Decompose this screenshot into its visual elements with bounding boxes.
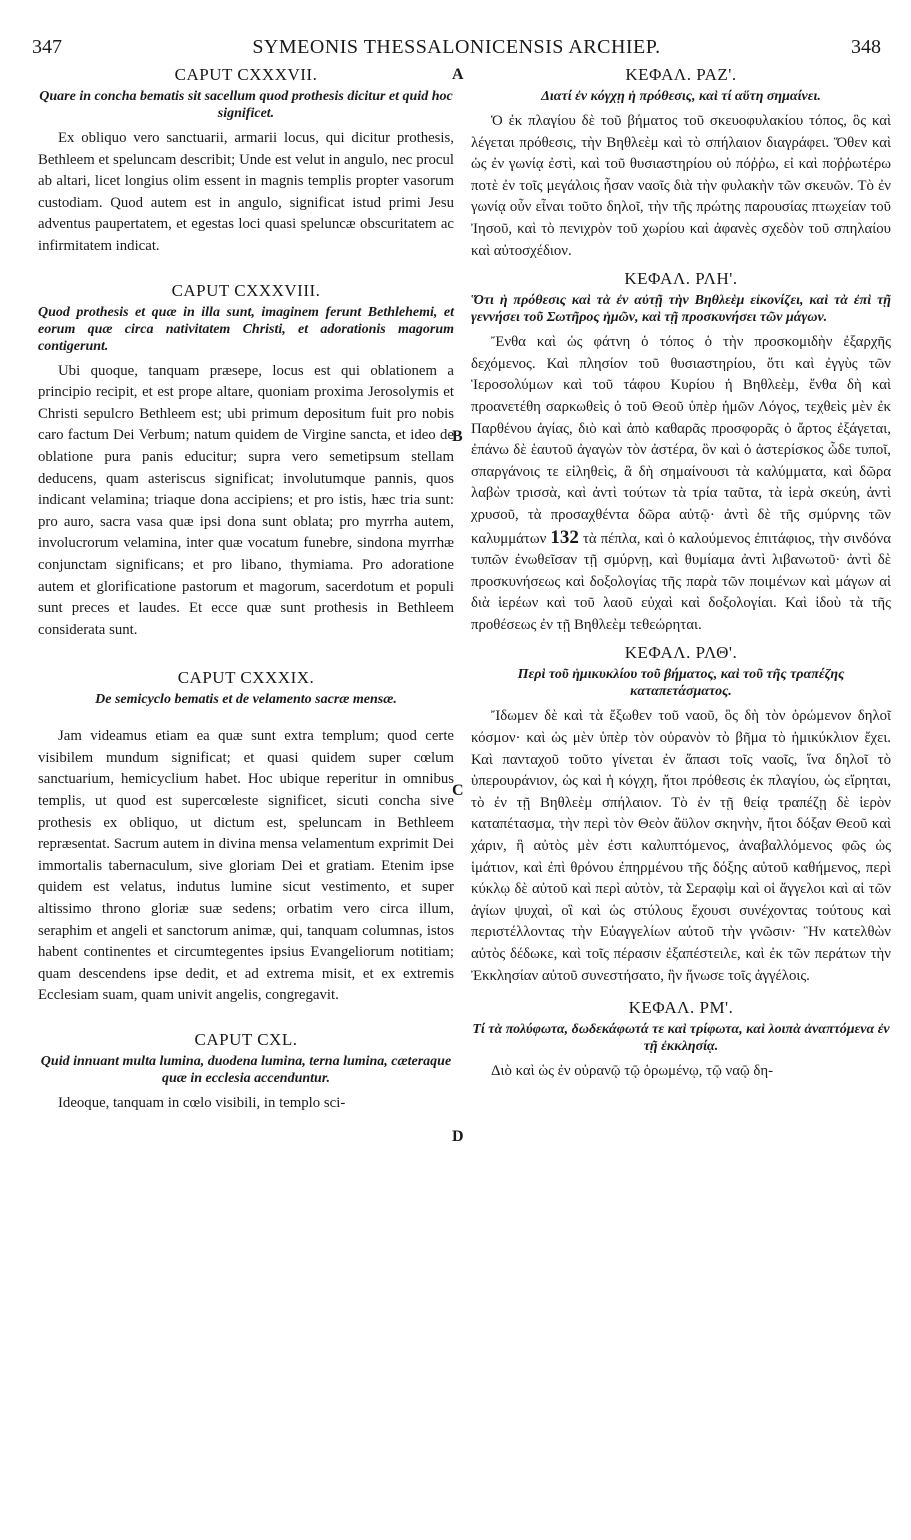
margin-letter-a: A <box>452 66 464 83</box>
caput-heading: ΚΕΦΑΛ. ΡΜ'. <box>628 998 734 1018</box>
margin-letter-c: C <box>452 782 464 799</box>
page-number-right: 348 <box>851 36 881 58</box>
body-paragraph: Jam videamus etiam ea quæ sunt extra templum; quod certe visibilem mundum significat; et quasi quidem super cœlum sanctuarium, hemicyclium habet. Hoc ubique reperitur in omnibus templis, ut quod est supercœleste significet, sicuti concha sive prothesis ex obliquo, ut dictum est, speluncam in Bethleem repræsentat. Sacrum autem in divina mensa velamentum exprimit Dei immortalis tabernaculum, sive gloriam Dei et gratiam. Etenim ipse quidem est velatus, indutus lumine sicut vestimento, et super altissimo throno gloriæ suæ sedens; orbatim vero circa illum, seraphim et angeli et sanctorum animæ, qui, tanquam columnas, istos habent continentes et circumtegentes ipsius Evangeliorum notitiam; quam descendens ipse dedit, et ad extrema misit, et ex extremis Ecclesiam suam, quam univit angelis, congregavit. <box>38 728 454 1004</box>
page-header <box>32 36 881 66</box>
margin-letter-d: D <box>452 1128 464 1145</box>
body-paragraph: Ἴδωμεν δὲ καὶ τὰ ἔξωθεν τοῦ ναοῦ, ὃς δὴ τὸν ὁρώμενον δηλοῖ κόσμον· καὶ ὡς μὲν ὑπὲρ τὸν οὐρανὸν τὸ βῆμα τὸ ἡμικύκλιον ἔχει. Καὶ πανταχοῦ τοῦτο γίνεται ἐν ἅπασι τοῖς ναοῖς, ἵνα δηλοῖ τὸ ὑπερουράνιον, ὡς καὶ ἡ κόγχη, ἤτοι πρόθεσις ἐκ πλαγίου, ὡς εἴρηται, τὸ ἐν τῇ Βηθλεὲμ σπήλαιον. Τὸ ἐν τῇ θείᾳ τραπέζῃ δὲ ἱερὸν καταπέτασμα, τὴν περὶ τὸν Θεὸν ἄϋλον σκηνὴν, ἤτοι δόξαν Θεοῦ καὶ χάριν, ἣ αὐτὸς μὲν ἐστι καλυπτόμενος, ἀναβαλλόμενος φῶς ὡς ἱμάτιον, καὶ ἐπὶ θρόνου ἐπηρμένου τῆς δόξης αὐτοῦ καθήμενος, περὶ κύκλῳ δὲ αὐτοῦ καὶ περὶ αὐτὸν, τὰ Σεραφὶμ καὶ οἱ ἄγγελοι καὶ αἱ τῶν ἁγίων ψυχαὶ, οἳ καὶ ὡς στύλους ἔχουσι συνέχοντας τούτους καὶ περιστέλλοντας τὴν Εὐαγγελίων αὐτοῦ τὴν γνῶσιν· Ἣν κατελθὼν αὐτὸς δέδωκε, καὶ τοῖς πέρασιν ἐξαπέστειλε, καὶ ἐκ τῶν περάτων τὴν Ἐκκλησίαν αὐτοῦ συνεστήσατο, ἣν ἥνωσε τοῖς ἀγγέλοις. <box>471 708 891 984</box>
caput-summary: Διατί ἐν κόγχῃ ἡ πρόθεσις, καὶ τί αὕτη σημαίνει. <box>541 89 821 104</box>
column-number: 132 <box>550 526 579 548</box>
running-title: SYMEONIS THESSALONICENSIS ARCHIEP. <box>252 36 661 58</box>
caput-heading: ΚΕΦΑΛ. ΡΛΘ'. <box>624 643 738 663</box>
body-paragraph: Ex obliquo vero sanctuarii, armarii locus, qui dicitur prothesis, Bethleem et speluncam describit; Unde est velut in angulo, nec procul ab altari, licet longius olim essent in magnis templis propter vasorum custodiam. Quod autem est in angulo, significat istud primi Jesu adventus paupertatem, et egestas loci quasi speluncæ obscuritatem ac infirmitatem indicat. <box>38 130 454 254</box>
body-paragraph: Ὁ ἐκ πλαγίου δὲ τοῦ βήματος τοῦ σκευοφυλακίου τόπος, ὃς καὶ λέγεται πρόθεσις, τὴν Βηθλεὲμ καὶ τὸ σπήλαιον διαγράφει. Ὅθεν καὶ ὡς ἐν γωνίᾳ ἐστὶ, καὶ τοῦ θυσιαστηρίου οὐ πόῤῥω, εἰ καὶ ποῤῥωτέρω ποτὲ ἐν τοῖς μεγάλοις ἦσαν ναοῖς διὰ τὴν φυλακὴν τῶν σκευῶν. Τὸ ἐν γωνίᾳ οὖν εἶναι τοῦτο δηλοῖ, τὴν τῆς πρώτης παρουσίας πτωχείαν τοῦ Ἰησοῦ, καὶ τὸ πενιχρὸν τοῦ χωρίου καὶ ἀφανὲς σχεδὸν τοῦ σπηλαίου καὶ αὐτοσχέδιον. <box>471 113 891 259</box>
margin-letter-b: B <box>452 428 463 445</box>
body-text: τὰ πέπλα, καὶ ὁ καλούμενος ἐπιτάφιος, τὴν σινδόνα τυπῶν ἐνωθεῖσαν τῇ σμύρνῃ, καὶ θυμίαμα ἀντὶ λιβανωτοῦ· ἀντὶ δὲ προσκυνήσεως καὶ δοξολογίας τῆς παρὰ τῶν ποιμένων καὶ μάγων αἱ διὰ ἱερέων καὶ τοῦ λαοῦ εὐχαὶ καὶ δοξολογίαι. Καὶ ἰδοὺ τὰ τῆς προθέσεως ἐν τῇ Βηθλεὲμ τεθεώρηται. <box>471 530 891 633</box>
caput-heading: CAPUT CXL. <box>194 1030 298 1049</box>
latin-column <box>38 64 454 1115</box>
caput-summary: Quare in concha bematis sit sacellum quod prothesis dicitur et quid hoc significet. <box>39 89 453 121</box>
body-paragraph <box>471 332 891 636</box>
caput-heading: CAPUT CXXXVIII. <box>171 280 321 300</box>
caput-heading: CAPUT CXXXIX. <box>177 668 315 688</box>
greek-column <box>471 64 891 1083</box>
caput-summary: De semicyclo bematis et de velamento sacræ mensæ. <box>95 692 397 708</box>
caput-summary: Quid innuant multa lumina, duodena lumina, terna lumina, cæteraque quæ in ecclesia accenduntur. <box>40 1054 452 1086</box>
caput-summary: Περὶ τοῦ ἡμικυκλίου τοῦ βήματος, καὶ τοῦ τῆς τραπέζης καταπετάσματος. <box>517 667 845 700</box>
body-text: Ἔνθα καὶ ὡς φάτνη ὁ τόπος ὁ τὴν προσκομιδὴν ἐξαρχῆς δεχόμενος. Καὶ πλησίον τοῦ θυσιαστηρίου, ὅτι καὶ ἐγγὺς τῶν Ἱεροσολύμων καὶ τοῦ τάφου Κυρίου ἡ Βηθλεὲμ, ἔνθα δὴ καὶ προανετέθη σαρκωθεὶς ὁ τοῦ Θεοῦ ὑπὲρ ἡμῶν Λόγος, τεχθεὶς μὲν ἐκ Παρθένου ἁγίας, διὸ καὶ ἀπὸ καθαρᾶς προσφορᾶς ὁ ἄρτος ἐξάγεται, ἐπάνω δὲ ἑαυτοῦ ἀγαγὼν τὸν ἀστέρα, ὃν καὶ ὁ ἀστερίσκος ὧδε τυποῖ, σπαργάνοις τε εἰληθεὶς, ἃ δὴ σημαίνουσι τὰ καλύμματα, καὶ δῶρα λαβὼν τρισσὰ, καὶ ἀντὶ τούτων τὰ τρία ταῦτα, τὰ ἱερὰ σκεύη, ἀντὶ χρυσοῦ, τὰ προσαχθέντα δῶρα αὐτῷ· ἀντὶ δὲ τῆς σμύρνης τῶν καλυμμάτων <box>471 334 891 547</box>
caput-heading: CAPUT CXXXVII. <box>174 65 318 84</box>
body-paragraph: Ubi quoque, tanquam præsepe, locus est qui oblationem a principio recipit, et est prope altare, quoniam proxima Jerosolymis et Christi sepulcro Bethleem est; ubi primum depositum fuit pro nobis caro factum Dei Verbum; natum quidem de Virgine sancta, et ideo de oblatione pura panis educitur; supra vero semetipsum stellam deducens, quam asteriscus significat; involutumque pannis, quos indicant velamina; triaque dona accipiens; et pro istis, hæc tria sunt: pro auro, sacra vasa quæ ipsi dona sunt oblata; pro myrrha autem, involucrorum velamina, inter quæ vocatum funebre, sindona myrrhæ conjunctam significans; et pro libano, thymiama. Pro adoratione autem et glorificatione pastorum et magorum, sacerdotum et populi sunt preces et laudes. Et ecce quæ sunt prothesis in Bethleem considerata sunt. <box>38 362 454 638</box>
caput-heading: ΚΕΦΑΛ. ΡΑΖ'. <box>625 65 737 84</box>
caput-summary: Quod prothesis et quæ in illa sunt, imaginem ferunt Bethlehemi, et eorum quæ circa nativitatem Christi, et adorationis magorum contigerunt. <box>38 304 454 354</box>
caput-heading: ΚΕΦΑΛ. ΡΛΗ'. <box>624 269 738 289</box>
page-number-left: 347 <box>32 36 62 58</box>
caput-summary: Ὅτι ἡ πρόθεσις καὶ τὰ ἐν αὐτῇ τὴν Βηθλεὲμ εἰκονίζει, καὶ τὰ ἐπὶ τῇ γεννήσει τοῦ Σωτῆρος ἡμῶν, καὶ τῇ προσκυνήσει τῶν μάγων. <box>471 293 891 326</box>
caput-summary: Τί τὰ πολύφωτα, δωδεκάφωτά τε καὶ τρίφωτα, καὶ λοιπὰ ἀναπτόμενα ἐν τῇ ἐκκλησίᾳ. <box>472 1022 890 1055</box>
body-paragraph: Ideoque, tanquam in cœlo visibili, in templo sci- <box>58 1095 346 1111</box>
body-paragraph: Διὸ καὶ ὡς ἐν οὐρανῷ τῷ ὁρωμένῳ, τῷ ναῷ δη- <box>491 1063 774 1080</box>
